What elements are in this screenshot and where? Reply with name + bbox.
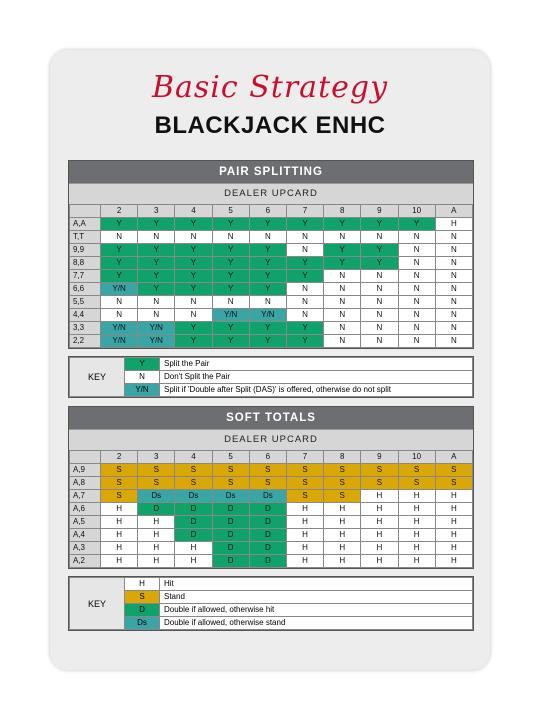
strategy-cell: D xyxy=(212,542,249,555)
key-symbol: N xyxy=(125,371,160,384)
table-row xyxy=(70,244,473,257)
soft-totals-table xyxy=(69,450,473,568)
strategy-cell: N xyxy=(435,270,472,283)
strategy-cell: H xyxy=(175,542,212,555)
column-header: 7 xyxy=(286,205,323,218)
column-header: 6 xyxy=(249,451,286,464)
strategy-cell: H xyxy=(398,529,435,542)
strategy-cell: S xyxy=(175,477,212,490)
strategy-cell: Y xyxy=(361,257,398,270)
strategy-cell: H xyxy=(138,516,175,529)
strategy-cell: N xyxy=(101,309,138,322)
column-header: 4 xyxy=(175,205,212,218)
strategy-cell: N xyxy=(361,309,398,322)
strategy-cell: S xyxy=(249,464,286,477)
strategy-cell: S xyxy=(324,464,361,477)
strategy-cell: N xyxy=(435,309,472,322)
column-header: 3 xyxy=(138,451,175,464)
strategy-cell: Y xyxy=(101,270,138,283)
strategy-cell: Y xyxy=(175,335,212,348)
column-header: A xyxy=(435,451,472,464)
strategy-cell: H xyxy=(101,529,138,542)
strategy-cell: Ds xyxy=(249,490,286,503)
strategy-cell: Y xyxy=(175,322,212,335)
strategy-cell: N xyxy=(361,283,398,296)
strategy-cell: N xyxy=(324,322,361,335)
strategy-cell: N xyxy=(398,257,435,270)
strategy-cell: Y xyxy=(212,244,249,257)
strategy-cell: S xyxy=(212,477,249,490)
row-label: A,7 xyxy=(70,490,101,503)
strategy-cell: D xyxy=(212,503,249,516)
column-header: 9 xyxy=(361,451,398,464)
strategy-cell: H xyxy=(324,503,361,516)
strategy-cell: H xyxy=(324,529,361,542)
column-header-row xyxy=(70,451,473,464)
strategy-cell: H xyxy=(324,516,361,529)
strategy-cell: N xyxy=(361,296,398,309)
strategy-cell: H xyxy=(398,503,435,516)
strategy-cell: N xyxy=(324,296,361,309)
strategy-cell: N xyxy=(249,296,286,309)
table-row xyxy=(70,464,473,477)
strategy-cell: N xyxy=(138,296,175,309)
strategy-cell: S xyxy=(175,464,212,477)
row-label: 8,8 xyxy=(70,257,101,270)
strategy-cell: Y xyxy=(249,322,286,335)
pair-splitting-panel xyxy=(68,160,474,349)
strategy-cell: Y xyxy=(324,257,361,270)
strategy-cell: H xyxy=(138,555,175,568)
column-header: 10 xyxy=(398,451,435,464)
strategy-cell: Y/N xyxy=(101,322,138,335)
row-label: 5,5 xyxy=(70,296,101,309)
row-label: A,5 xyxy=(70,516,101,529)
strategy-cell: Y xyxy=(212,218,249,231)
strategy-cell: S xyxy=(398,464,435,477)
strategy-cell: N xyxy=(138,231,175,244)
table-row xyxy=(70,257,473,270)
strategy-cell: H xyxy=(101,516,138,529)
key-description: Double if allowed, otherwise hit xyxy=(160,604,473,617)
key-description: Stand xyxy=(160,591,473,604)
strategy-cell: Y xyxy=(175,270,212,283)
pair-splitting-title: PAIR SPLITTING xyxy=(69,161,473,183)
strategy-cell: N xyxy=(435,322,472,335)
column-header: 5 xyxy=(212,451,249,464)
strategy-cell: N xyxy=(175,231,212,244)
key-row xyxy=(70,371,473,384)
strategy-cell: S xyxy=(361,477,398,490)
strategy-cell: H xyxy=(435,218,472,231)
key-description: Split if 'Double after Split (DAS)' is offered, otherwise do not split xyxy=(160,384,473,397)
row-label: T,T xyxy=(70,231,101,244)
column-header: 6 xyxy=(249,205,286,218)
strategy-cell: N xyxy=(398,231,435,244)
column-header: 7 xyxy=(286,451,323,464)
row-label: A,6 xyxy=(70,503,101,516)
pair-key xyxy=(68,356,474,398)
strategy-cell: S xyxy=(286,464,323,477)
strategy-cell: N xyxy=(286,309,323,322)
column-header: 10 xyxy=(398,205,435,218)
strategy-cell: Ds xyxy=(175,490,212,503)
strategy-cell: Ds xyxy=(138,490,175,503)
row-label: A,A xyxy=(70,218,101,231)
strategy-cell: H xyxy=(398,490,435,503)
row-label: 3,3 xyxy=(70,322,101,335)
strategy-cell: Y xyxy=(175,244,212,257)
strategy-cell: S xyxy=(324,477,361,490)
strategy-cell: N xyxy=(435,335,472,348)
pair-splitting-table xyxy=(69,204,473,348)
strategy-cell: Y/N xyxy=(101,283,138,296)
table-row xyxy=(70,218,473,231)
key-label: KEY xyxy=(70,358,125,397)
strategy-cell: H xyxy=(361,529,398,542)
strategy-cell: H xyxy=(435,555,472,568)
strategy-cell: D xyxy=(138,503,175,516)
strategy-cell: Y xyxy=(249,270,286,283)
strategy-cell: Y xyxy=(249,335,286,348)
strategy-cell: N xyxy=(101,231,138,244)
strategy-cell: H xyxy=(398,555,435,568)
strategy-cell: N xyxy=(286,283,323,296)
table-row xyxy=(70,477,473,490)
strategy-cell: N xyxy=(212,296,249,309)
strategy-cell: H xyxy=(101,555,138,568)
strategy-cell: D xyxy=(212,516,249,529)
strategy-cell: Y xyxy=(249,244,286,257)
column-header: 5 xyxy=(212,205,249,218)
table-row xyxy=(70,309,473,322)
strategy-cell: Y xyxy=(286,270,323,283)
strategy-cell: Y xyxy=(212,270,249,283)
key-symbol: S xyxy=(125,591,160,604)
strategy-cell: S xyxy=(101,477,138,490)
strategy-cell: Y xyxy=(361,244,398,257)
strategy-cell: S xyxy=(435,477,472,490)
strategy-cell: Y xyxy=(212,322,249,335)
strategy-cell: D xyxy=(249,555,286,568)
strategy-cell: Y xyxy=(249,218,286,231)
strategy-cell: H xyxy=(286,542,323,555)
column-header: 2 xyxy=(101,451,138,464)
strategy-cell: N xyxy=(435,231,472,244)
corner-cell xyxy=(70,205,101,218)
strategy-cell: N xyxy=(286,296,323,309)
key-symbol: Y xyxy=(125,358,160,371)
column-header: 3 xyxy=(138,205,175,218)
strategy-cell: N xyxy=(212,231,249,244)
strategy-cell: Y xyxy=(101,218,138,231)
strategy-cell: N xyxy=(175,309,212,322)
strategy-cell: N xyxy=(286,244,323,257)
row-label: A,4 xyxy=(70,529,101,542)
script-title: Basic Strategy xyxy=(151,70,389,105)
strategy-cell: N xyxy=(101,296,138,309)
strategy-cell: Y xyxy=(212,335,249,348)
column-header-row xyxy=(70,205,473,218)
row-label: A,8 xyxy=(70,477,101,490)
soft-key-table xyxy=(69,577,473,630)
soft-totals-panel xyxy=(68,406,474,569)
strategy-cell: N xyxy=(398,335,435,348)
pair-key-table xyxy=(69,357,473,397)
strategy-cell: Y xyxy=(138,270,175,283)
table-row xyxy=(70,322,473,335)
strategy-cell: H xyxy=(138,529,175,542)
soft-key xyxy=(68,576,474,631)
strategy-card xyxy=(50,50,490,670)
strategy-cell: N xyxy=(398,244,435,257)
strategy-cell: H xyxy=(435,516,472,529)
strategy-cell: Y xyxy=(101,257,138,270)
strategy-cell: Y xyxy=(138,218,175,231)
strategy-cell: Y/N xyxy=(138,335,175,348)
strategy-cell: H xyxy=(398,542,435,555)
strategy-cell: N xyxy=(435,244,472,257)
table-row xyxy=(70,283,473,296)
strategy-cell: H xyxy=(101,542,138,555)
key-row xyxy=(70,384,473,397)
strategy-cell: S xyxy=(249,477,286,490)
key-symbol: D xyxy=(125,604,160,617)
strategy-cell: Y/N xyxy=(249,309,286,322)
table-row xyxy=(70,529,473,542)
strategy-cell: D xyxy=(212,529,249,542)
strategy-cell: H xyxy=(398,516,435,529)
strategy-cell: D xyxy=(212,555,249,568)
table-row xyxy=(70,503,473,516)
strategy-cell: N xyxy=(324,270,361,283)
strategy-cell: N xyxy=(361,231,398,244)
strategy-cell: Y xyxy=(398,218,435,231)
row-label: 7,7 xyxy=(70,270,101,283)
strategy-cell: N xyxy=(324,283,361,296)
strategy-cell: N xyxy=(398,270,435,283)
table-row xyxy=(70,516,473,529)
strategy-cell: N xyxy=(361,270,398,283)
strategy-cell: H xyxy=(286,555,323,568)
strategy-cell: S xyxy=(361,464,398,477)
strategy-cell: D xyxy=(175,516,212,529)
strategy-cell: H xyxy=(361,516,398,529)
row-label: A,9 xyxy=(70,464,101,477)
table-row xyxy=(70,270,473,283)
column-header: 4 xyxy=(175,451,212,464)
key-row xyxy=(70,578,473,591)
strategy-cell: N xyxy=(324,309,361,322)
strategy-cell: N xyxy=(398,322,435,335)
column-header: 8 xyxy=(324,205,361,218)
strategy-cell: N xyxy=(138,309,175,322)
strategy-cell: Y xyxy=(286,335,323,348)
strategy-cell: N xyxy=(398,309,435,322)
strategy-cell: Y xyxy=(212,257,249,270)
strategy-cell: H xyxy=(435,490,472,503)
strategy-cell: Y/N xyxy=(212,309,249,322)
strategy-cell: Y xyxy=(138,283,175,296)
strategy-cell: Y xyxy=(286,322,323,335)
strategy-cell: H xyxy=(324,555,361,568)
table-row xyxy=(70,542,473,555)
table-row xyxy=(70,296,473,309)
strategy-cell: N xyxy=(435,257,472,270)
strategy-cell: Y xyxy=(101,244,138,257)
main-title: BLACKJACK ENHC xyxy=(154,112,386,139)
strategy-cell: H xyxy=(361,542,398,555)
strategy-cell: S xyxy=(212,464,249,477)
strategy-cell: H xyxy=(175,555,212,568)
strategy-cell: N xyxy=(435,283,472,296)
table-row xyxy=(70,335,473,348)
strategy-cell: H xyxy=(324,542,361,555)
strategy-cell: H xyxy=(138,542,175,555)
strategy-cell: Ds xyxy=(212,490,249,503)
strategy-cell: S xyxy=(286,477,323,490)
key-row xyxy=(70,591,473,604)
strategy-cell: Y/N xyxy=(101,335,138,348)
strategy-cell: D xyxy=(175,529,212,542)
strategy-cell: H xyxy=(286,503,323,516)
table-row xyxy=(70,490,473,503)
key-row xyxy=(70,617,473,630)
strategy-cell: Y/N xyxy=(138,322,175,335)
key-label: KEY xyxy=(70,578,125,630)
key-description: Hit xyxy=(160,578,473,591)
strategy-cell: S xyxy=(324,490,361,503)
column-header: 2 xyxy=(101,205,138,218)
key-description: Split the Pair xyxy=(160,358,473,371)
strategy-cell: H xyxy=(101,503,138,516)
strategy-cell: Y xyxy=(175,257,212,270)
key-row xyxy=(70,358,473,371)
strategy-cell: H xyxy=(361,490,398,503)
strategy-cell: N xyxy=(398,283,435,296)
key-symbol: Y/N xyxy=(125,384,160,397)
strategy-cell: Y xyxy=(324,244,361,257)
dealer-upcard-label: DEALER UPCARD xyxy=(69,429,473,450)
row-label: 6,6 xyxy=(70,283,101,296)
strategy-cell: D xyxy=(249,503,286,516)
corner-cell xyxy=(70,451,101,464)
strategy-cell: N xyxy=(249,231,286,244)
row-label: 2,2 xyxy=(70,335,101,348)
strategy-cell: D xyxy=(175,503,212,516)
key-description: Don't Split the Pair xyxy=(160,371,473,384)
strategy-cell: H xyxy=(361,555,398,568)
strategy-cell: Y xyxy=(249,283,286,296)
strategy-cell: Y xyxy=(286,257,323,270)
strategy-cell: Y xyxy=(175,218,212,231)
column-header: 8 xyxy=(324,451,361,464)
strategy-cell: Y xyxy=(138,257,175,270)
strategy-cell: N xyxy=(361,322,398,335)
strategy-cell: D xyxy=(249,529,286,542)
strategy-cell: N xyxy=(398,296,435,309)
strategy-cell: Y xyxy=(324,218,361,231)
column-header: 9 xyxy=(361,205,398,218)
strategy-cell: S xyxy=(286,490,323,503)
key-description: Double if allowed, otherwise stand xyxy=(160,617,473,630)
strategy-cell: Y xyxy=(361,218,398,231)
strategy-cell: S xyxy=(398,477,435,490)
row-label: 4,4 xyxy=(70,309,101,322)
strategy-cell: S xyxy=(101,464,138,477)
row-label: 9,9 xyxy=(70,244,101,257)
strategy-cell: D xyxy=(249,542,286,555)
strategy-cell: D xyxy=(249,516,286,529)
key-row xyxy=(70,604,473,617)
strategy-cell: H xyxy=(435,542,472,555)
table-row xyxy=(70,231,473,244)
column-header: A xyxy=(435,205,472,218)
row-label: A,3 xyxy=(70,542,101,555)
strategy-cell: H xyxy=(286,529,323,542)
soft-totals-title: SOFT TOTALS xyxy=(69,407,473,429)
strategy-cell: N xyxy=(324,335,361,348)
strategy-cell: H xyxy=(435,529,472,542)
key-symbol: H xyxy=(125,578,160,591)
dealer-upcard-label: DEALER UPCARD xyxy=(69,183,473,204)
strategy-cell: H xyxy=(361,503,398,516)
strategy-cell: Y xyxy=(249,257,286,270)
table-row xyxy=(70,555,473,568)
key-symbol: Ds xyxy=(125,617,160,630)
strategy-cell: N xyxy=(175,296,212,309)
row-label: A,2 xyxy=(70,555,101,568)
strategy-cell: Y xyxy=(175,283,212,296)
strategy-cell: H xyxy=(286,516,323,529)
strategy-cell: S xyxy=(435,464,472,477)
strategy-cell: Y xyxy=(286,218,323,231)
strategy-cell: Y xyxy=(212,283,249,296)
strategy-cell: N xyxy=(361,335,398,348)
strategy-cell: N xyxy=(324,231,361,244)
strategy-cell: Y xyxy=(138,244,175,257)
strategy-cell: N xyxy=(286,231,323,244)
strategy-cell: S xyxy=(101,490,138,503)
strategy-cell: H xyxy=(435,503,472,516)
strategy-cell: S xyxy=(138,477,175,490)
strategy-cell: S xyxy=(138,464,175,477)
strategy-cell: N xyxy=(435,296,472,309)
